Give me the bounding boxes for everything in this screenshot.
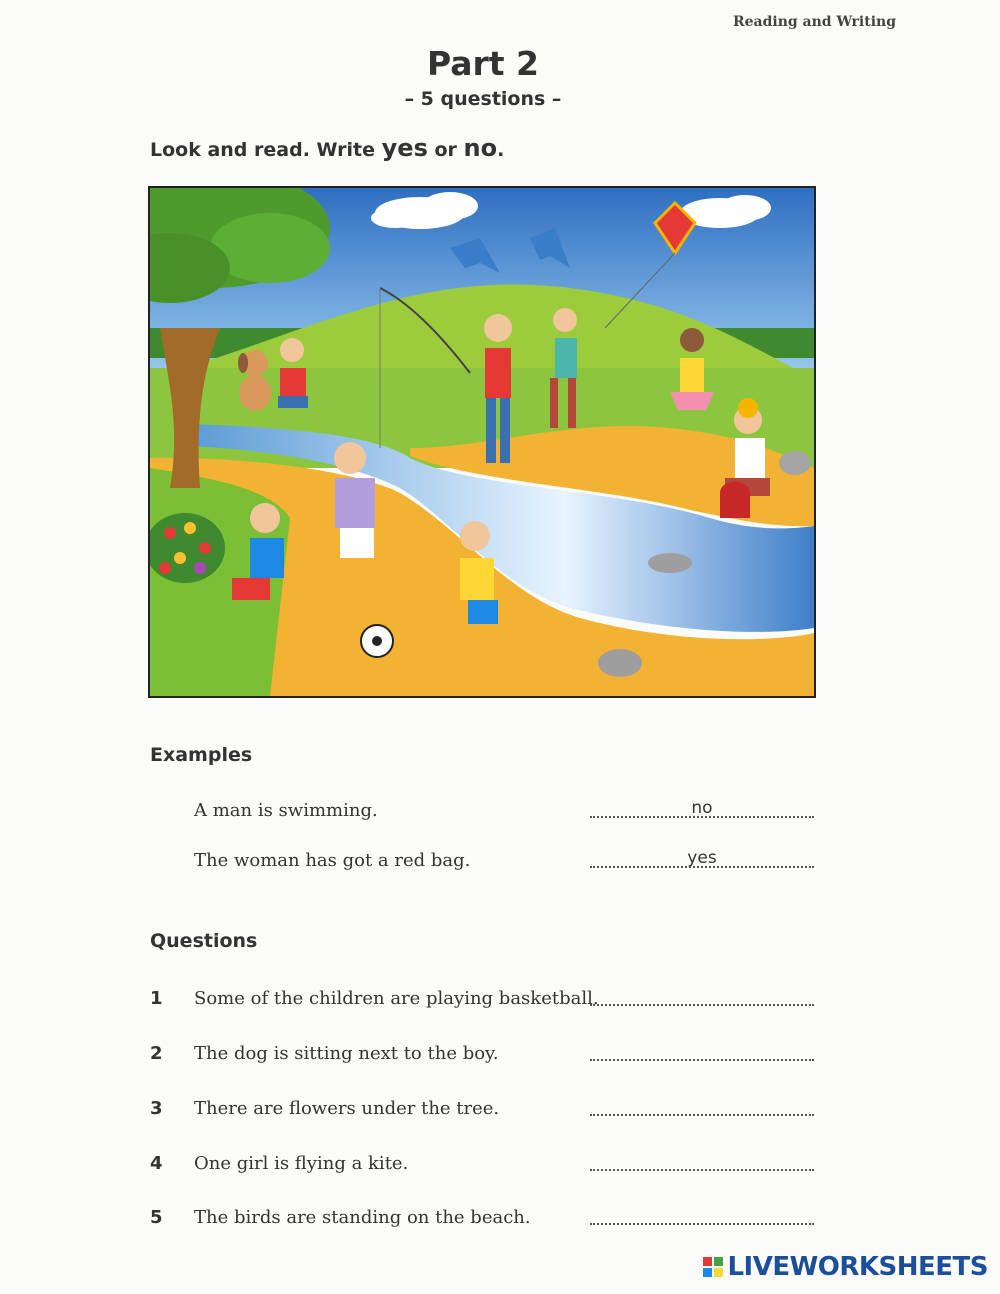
- header-section-label: Reading and Writing: [732, 14, 896, 30]
- example-text: A man is swimming.: [194, 800, 378, 821]
- question-number: 3: [150, 1098, 163, 1119]
- question-row: [150, 1205, 816, 1235]
- rock-water: [648, 553, 692, 573]
- example-answer: yes: [687, 848, 717, 868]
- questions-heading: Questions: [150, 930, 258, 952]
- example-row: [150, 798, 816, 828]
- rock-beach: [598, 649, 642, 677]
- example-row: [150, 848, 816, 878]
- question-answer-field[interactable]: [590, 1059, 814, 1061]
- park-scene-illustration: [148, 186, 816, 698]
- question-row: [150, 986, 816, 1016]
- park-scene-svg: [150, 188, 814, 696]
- sitting-boy: [278, 338, 308, 408]
- instruction: [150, 134, 504, 162]
- rock-bank: [779, 451, 811, 475]
- liveworksheets-wordmark: LIVEWORKSHEETS: [727, 1252, 988, 1282]
- liveworksheets-brand: [703, 1252, 988, 1282]
- football: [361, 625, 393, 657]
- part-subtitle: – 5 questions –: [404, 88, 562, 110]
- question-text: The dog is sitting next to the boy.: [194, 1043, 499, 1064]
- question-answer-field[interactable]: [590, 1004, 814, 1006]
- question-row: [150, 1096, 816, 1126]
- question-number: 2: [150, 1043, 163, 1064]
- question-text: One girl is flying a kite.: [194, 1153, 409, 1174]
- question-text: There are flowers under the tree.: [194, 1098, 500, 1119]
- question-text: The birds are standing on the beach.: [194, 1207, 531, 1228]
- question-answer-field[interactable]: [590, 1114, 814, 1116]
- question-number: 4: [150, 1153, 163, 1174]
- example-answer: no: [691, 798, 713, 818]
- question-answer-field[interactable]: [590, 1169, 814, 1171]
- instruction-suffix: .: [497, 139, 505, 161]
- instruction-no: no: [463, 134, 498, 162]
- example-text: The woman has got a red bag.: [194, 850, 471, 871]
- question-row: [150, 1151, 816, 1181]
- question-answer-field[interactable]: [590, 1223, 814, 1225]
- question-number: 1: [150, 988, 163, 1009]
- examples-heading: Examples: [150, 744, 253, 766]
- liveworksheets-logo-icon: [703, 1257, 723, 1277]
- question-text: Some of the children are playing basketball.: [194, 988, 599, 1009]
- instruction-or: or: [427, 139, 464, 161]
- question-number: 5: [150, 1207, 163, 1228]
- instruction-yes: yes: [381, 134, 428, 162]
- question-row: [150, 1041, 816, 1071]
- instruction-prefix: Look and read. Write: [150, 139, 382, 161]
- part-title: Part 2: [426, 44, 540, 83]
